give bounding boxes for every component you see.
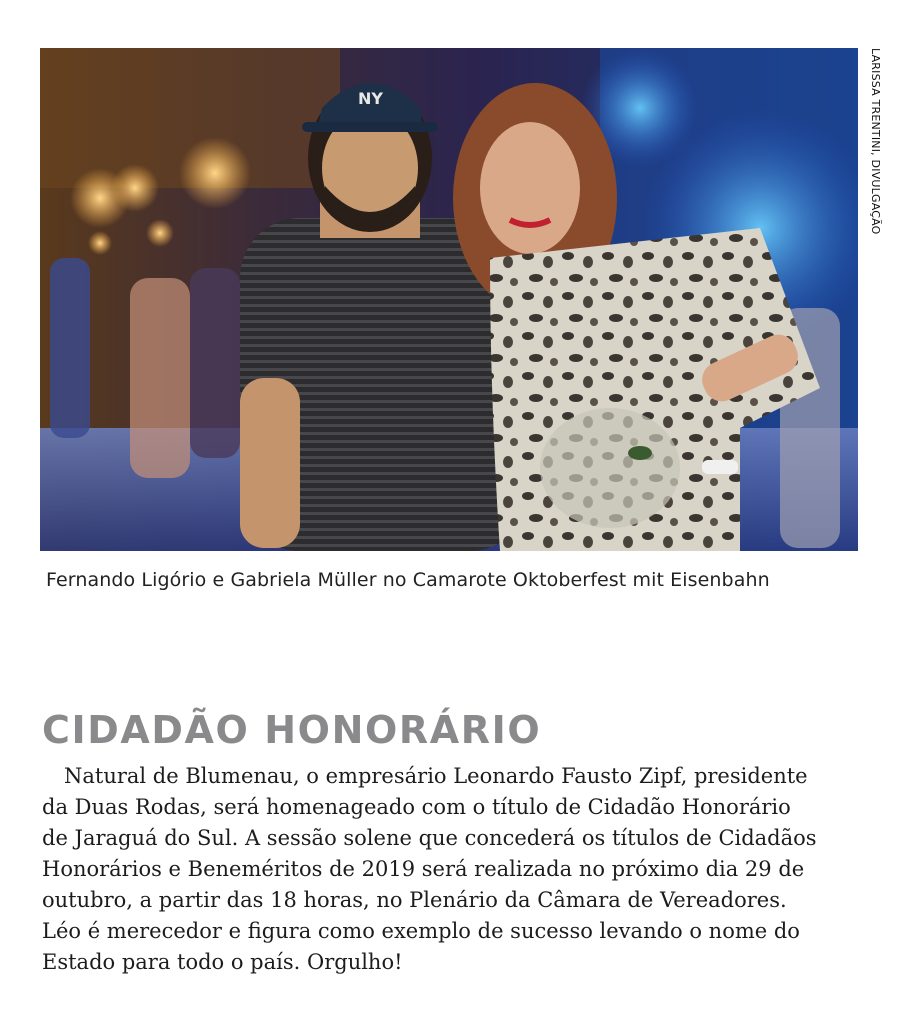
article-line: Léo é merecedor e figura como exemplo de sucesso levando o nome do <box>42 919 800 943</box>
section-heading: CIDADÃO HONORÁRIO <box>42 708 542 752</box>
photo-illustration <box>40 48 858 551</box>
event-photo <box>40 48 858 551</box>
article-line: Honorários e Beneméritos de 2019 será realizada no próximo dia 29 de <box>42 857 805 881</box>
photo-credit: LARISSA TRENTINI, DIVULGAÇÃO <box>869 48 882 235</box>
article-line: da Duas Rodas, será homenageado com o título de Cidadão Honorário <box>42 795 791 819</box>
article-line: outubro, a partir das 18 horas, no Plenário da Câmara de Vereadores. <box>42 888 787 912</box>
photo-caption: Fernando Ligório e Gabriela Müller no Camarote Oktoberfest mit Eisenbahn <box>46 569 770 591</box>
cap-logo: NY <box>358 89 383 108</box>
article-line: de Jaraguá do Sul. A sessão solene que concederá os títulos de Cidadãos <box>42 826 817 850</box>
article-line: Natural de Blumenau, o empresário Leonardo Fausto Zipf, presidente <box>64 764 808 788</box>
article-line: Estado para todo o país. Orgulho! <box>42 950 403 974</box>
article-body <box>42 761 860 978</box>
